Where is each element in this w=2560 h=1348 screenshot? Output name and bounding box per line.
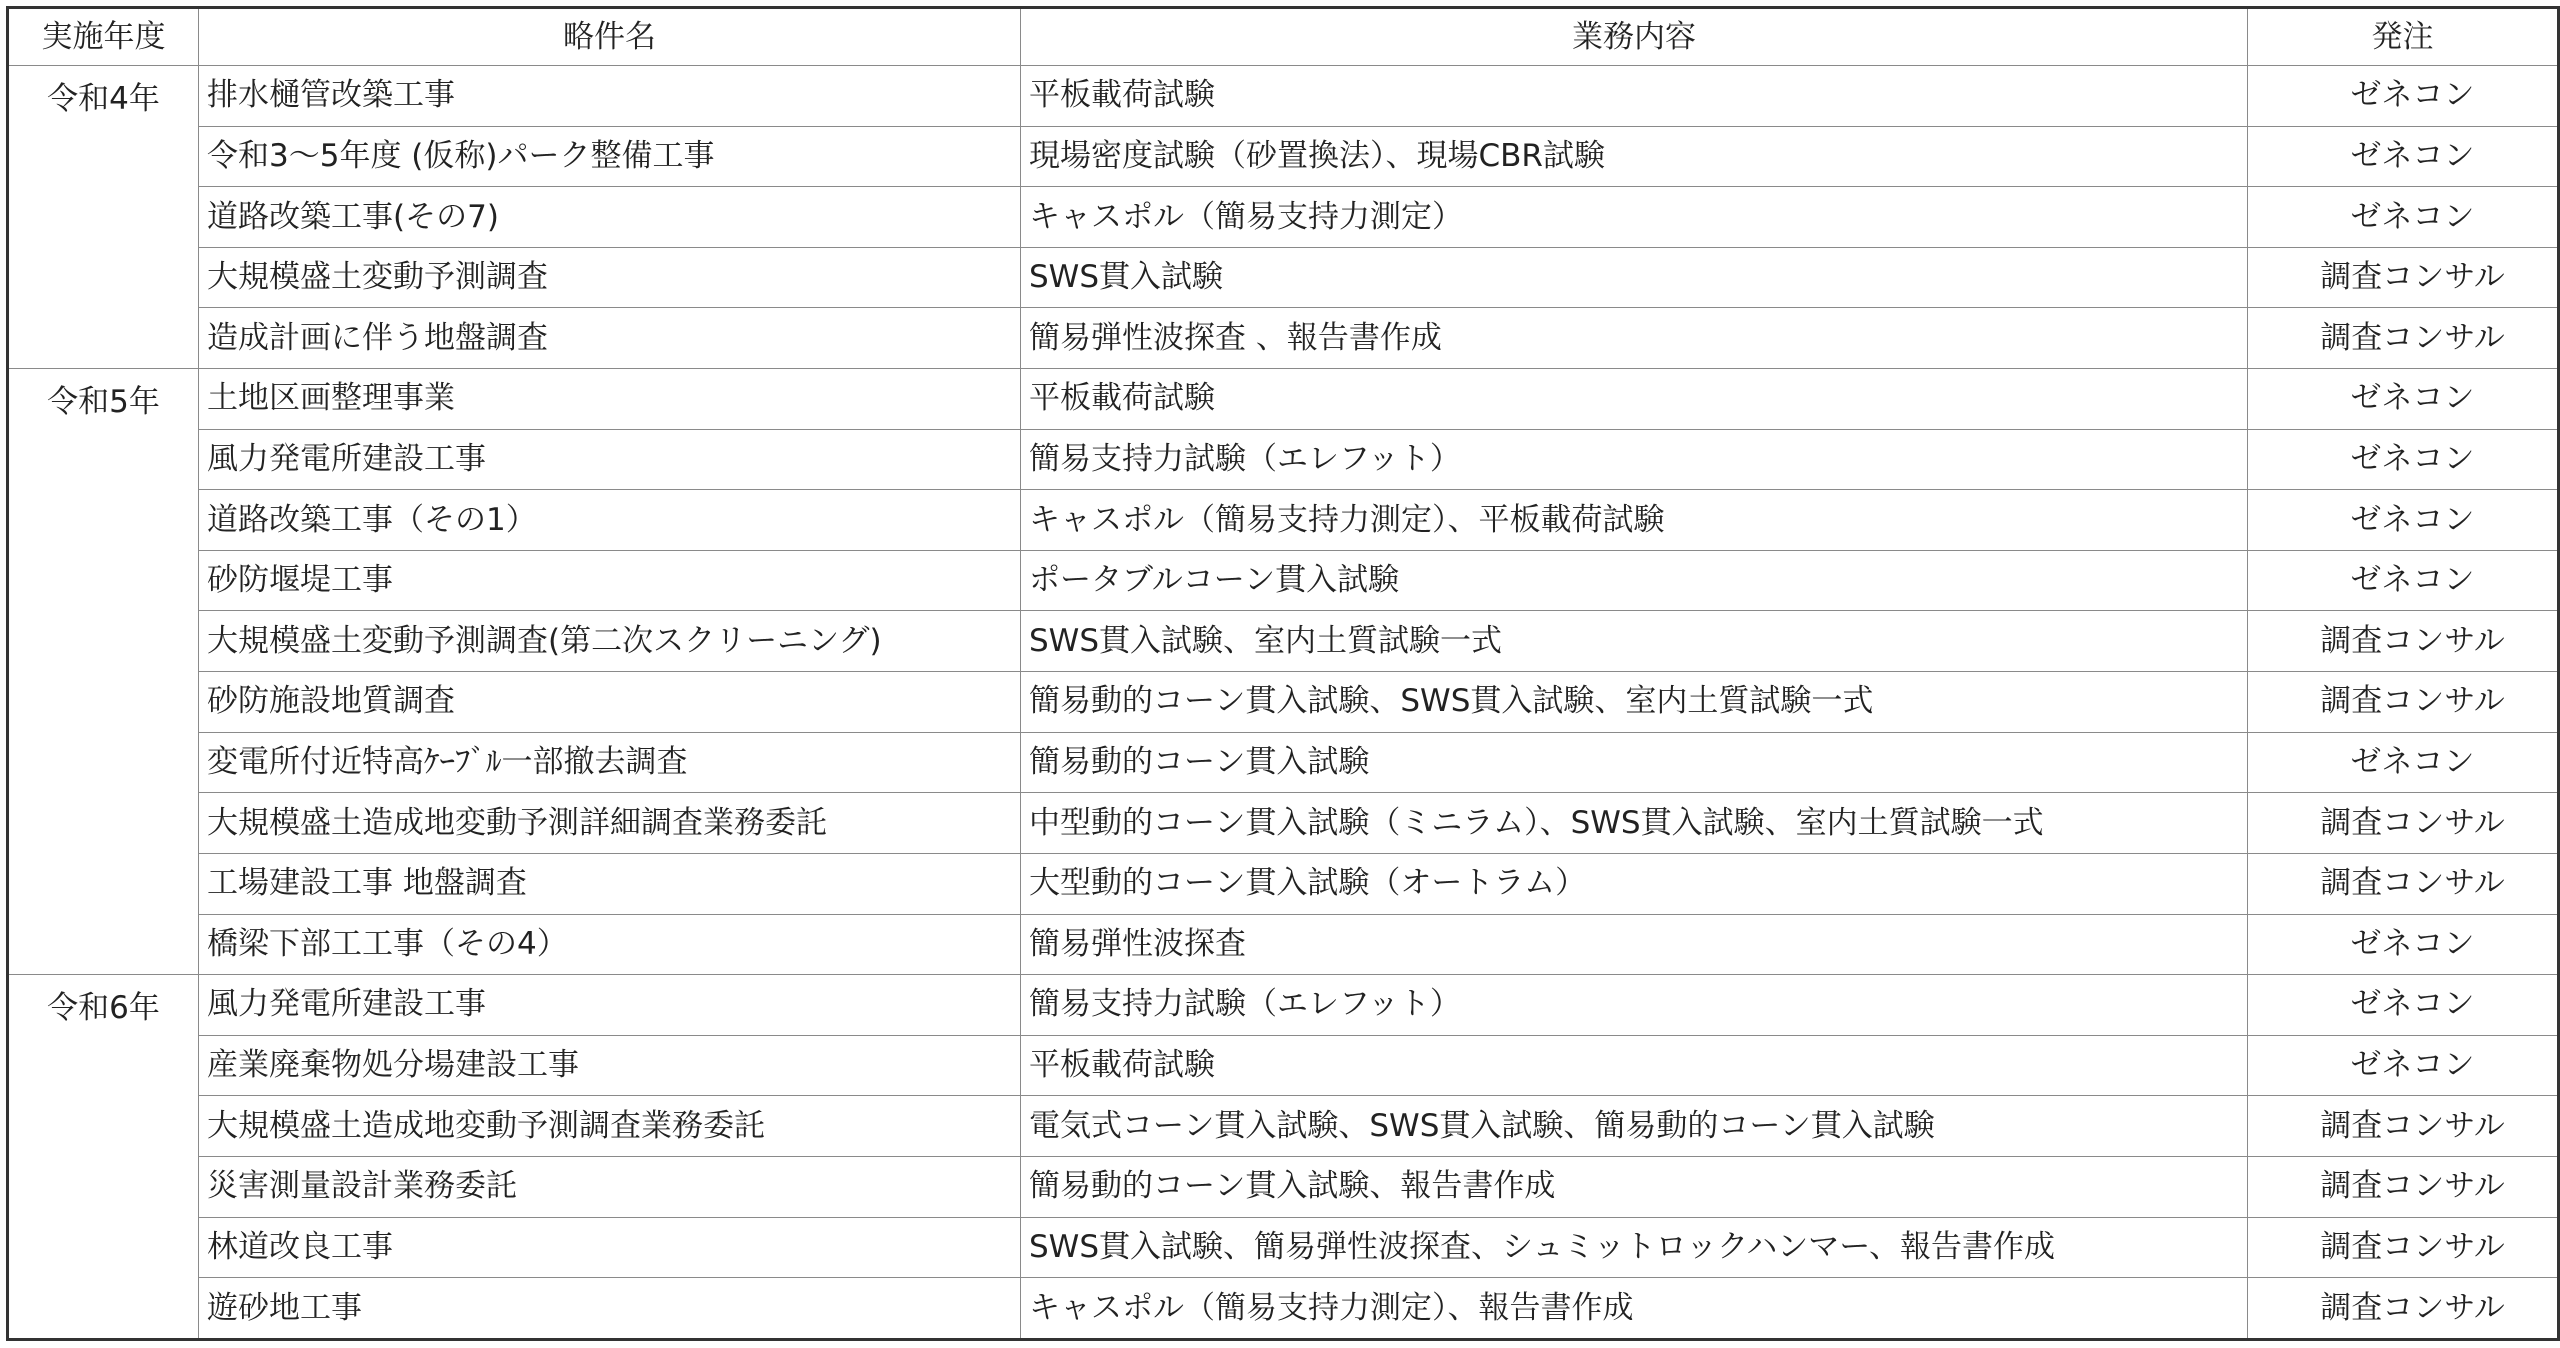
project-name-cell: 大規模盛土造成地変動予測詳細調査業務委託 — [199, 793, 1021, 854]
work-content-cell: キャスポル（簡易支持力測定）、報告書作成 — [1021, 1278, 2248, 1340]
project-name-cell: 排水樋管改築工事 — [199, 66, 1021, 127]
table-row — [8, 1035, 2559, 1096]
client-cell: 調査コンサル — [2248, 672, 2559, 733]
work-content-cell: 大型動的コーン貫入試験（オートラム） — [1021, 853, 2248, 914]
client-cell: ゼネコン — [2248, 429, 2559, 490]
project-name-cell: 変電所付近特高ｹｰﾌﾞﾙ一部撤去調査 — [199, 732, 1021, 793]
work-content-cell: 簡易動的コーン貫入試験 — [1021, 732, 2248, 793]
project-name-cell: 産業廃棄物処分場建設工事 — [199, 1035, 1021, 1096]
client-cell: ゼネコン — [2248, 66, 2559, 127]
table-row — [8, 732, 2559, 793]
table-row — [8, 429, 2559, 490]
work-content-cell: SWS貫入試験 — [1021, 247, 2248, 308]
table-row — [8, 853, 2559, 914]
project-name-cell: 工場建設工事 地盤調査 — [199, 853, 1021, 914]
client-cell: ゼネコン — [2248, 369, 2559, 430]
project-name-cell: 道路改築工事(その7) — [199, 187, 1021, 248]
client-cell: 調査コンサル — [2248, 1217, 2559, 1278]
table-row — [8, 66, 2559, 127]
project-name-cell: 風力発電所建設工事 — [199, 429, 1021, 490]
client-cell: ゼネコン — [2248, 126, 2559, 187]
work-content-cell: 平板載荷試験 — [1021, 1035, 2248, 1096]
work-content-cell: キャスポル（簡易支持力測定） — [1021, 187, 2248, 248]
table-row — [8, 611, 2559, 672]
work-content-cell: 簡易動的コーン貫入試験、報告書作成 — [1021, 1156, 2248, 1217]
table-row — [8, 1096, 2559, 1157]
client-cell: 調査コンサル — [2248, 1156, 2559, 1217]
project-name-cell: 造成計画に伴う地盤調査 — [199, 308, 1021, 369]
project-name-cell: 橋梁下部工工事（その4） — [199, 914, 1021, 975]
work-content-cell: 簡易動的コーン貫入試験、SWS貫入試験、室内土質試験一式 — [1021, 672, 2248, 733]
fiscal-year-cell: 令和4年 — [8, 66, 199, 369]
work-content-cell: 平板載荷試験 — [1021, 369, 2248, 430]
table-row — [8, 1278, 2559, 1340]
client-cell: 調査コンサル — [2248, 1278, 2559, 1340]
project-name-cell: 大規模盛土変動予測調査 — [199, 247, 1021, 308]
table-row — [8, 914, 2559, 975]
table-row — [8, 1217, 2559, 1278]
table-row — [8, 793, 2559, 854]
client-cell: ゼネコン — [2248, 732, 2559, 793]
header-client: 発注 — [2248, 8, 2559, 66]
client-cell: 調査コンサル — [2248, 853, 2559, 914]
header-work-content: 業務内容 — [1021, 8, 2248, 66]
table-row — [8, 247, 2559, 308]
project-name-cell: 林道改良工事 — [199, 1217, 1021, 1278]
work-content-cell: SWS貫入試験、簡易弾性波探査、シュミットロックハンマー、報告書作成 — [1021, 1217, 2248, 1278]
work-content-cell: 簡易弾性波探査 、報告書作成 — [1021, 308, 2248, 369]
table-row — [8, 672, 2559, 733]
client-cell: 調査コンサル — [2248, 1096, 2559, 1157]
project-name-cell: 遊砂地工事 — [199, 1278, 1021, 1340]
table-row — [8, 490, 2559, 551]
project-name-cell: 大規模盛土変動予測調査(第二次スクリーニング) — [199, 611, 1021, 672]
client-cell: ゼネコン — [2248, 550, 2559, 611]
work-content-cell: 中型動的コーン貫入試験（ミニラム）、SWS貫入試験、室内土質試験一式 — [1021, 793, 2248, 854]
project-name-cell: 大規模盛土造成地変動予測調査業務委託 — [199, 1096, 1021, 1157]
work-content-cell: 平板載荷試験 — [1021, 66, 2248, 127]
project-name-cell: 土地区画整理事業 — [199, 369, 1021, 430]
project-name-cell: 災害測量設計業務委託 — [199, 1156, 1021, 1217]
client-cell: 調査コンサル — [2248, 611, 2559, 672]
work-content-cell: 簡易支持力試験（エレフット） — [1021, 429, 2248, 490]
fiscal-year-cell: 令和6年 — [8, 975, 199, 1340]
client-cell: 調査コンサル — [2248, 793, 2559, 854]
work-content-cell: キャスポル（簡易支持力測定）、平板載荷試験 — [1021, 490, 2248, 551]
header-row — [8, 8, 2559, 66]
header-year: 実施年度 — [8, 8, 199, 66]
client-cell: ゼネコン — [2248, 975, 2559, 1036]
table-row — [8, 369, 2559, 430]
table-body — [8, 66, 2559, 1340]
work-content-cell: 現場密度試験（砂置換法）、現場CBR試験 — [1021, 126, 2248, 187]
work-content-cell: 電気式コーン貫入試験、SWS貫入試験、簡易動的コーン貫入試験 — [1021, 1096, 2248, 1157]
work-content-cell: ポータブルコーン貫入試験 — [1021, 550, 2248, 611]
fiscal-year-cell: 令和5年 — [8, 369, 199, 975]
work-content-cell: 簡易支持力試験（エレフット） — [1021, 975, 2248, 1036]
project-name-cell: 砂防施設地質調査 — [199, 672, 1021, 733]
client-cell: ゼネコン — [2248, 490, 2559, 551]
table-row — [8, 1156, 2559, 1217]
table-row — [8, 975, 2559, 1036]
client-cell: 調査コンサル — [2248, 308, 2559, 369]
project-name-cell: 風力発電所建設工事 — [199, 975, 1021, 1036]
client-cell: ゼネコン — [2248, 1035, 2559, 1096]
client-cell: 調査コンサル — [2248, 247, 2559, 308]
client-cell: ゼネコン — [2248, 187, 2559, 248]
client-cell: ゼネコン — [2248, 914, 2559, 975]
work-content-cell: SWS貫入試験、室内土質試験一式 — [1021, 611, 2248, 672]
project-name-cell: 砂防堰堤工事 — [199, 550, 1021, 611]
header-project-name: 略件名 — [199, 8, 1021, 66]
table-row — [8, 308, 2559, 369]
table-row — [8, 187, 2559, 248]
project-name-cell: 道路改築工事（その1） — [199, 490, 1021, 551]
project-name-cell: 令和3～5年度 (仮称)パーク整備工事 — [199, 126, 1021, 187]
results-table — [6, 6, 2560, 1341]
table-row — [8, 126, 2559, 187]
table-row — [8, 550, 2559, 611]
work-content-cell: 簡易弾性波探査 — [1021, 914, 2248, 975]
